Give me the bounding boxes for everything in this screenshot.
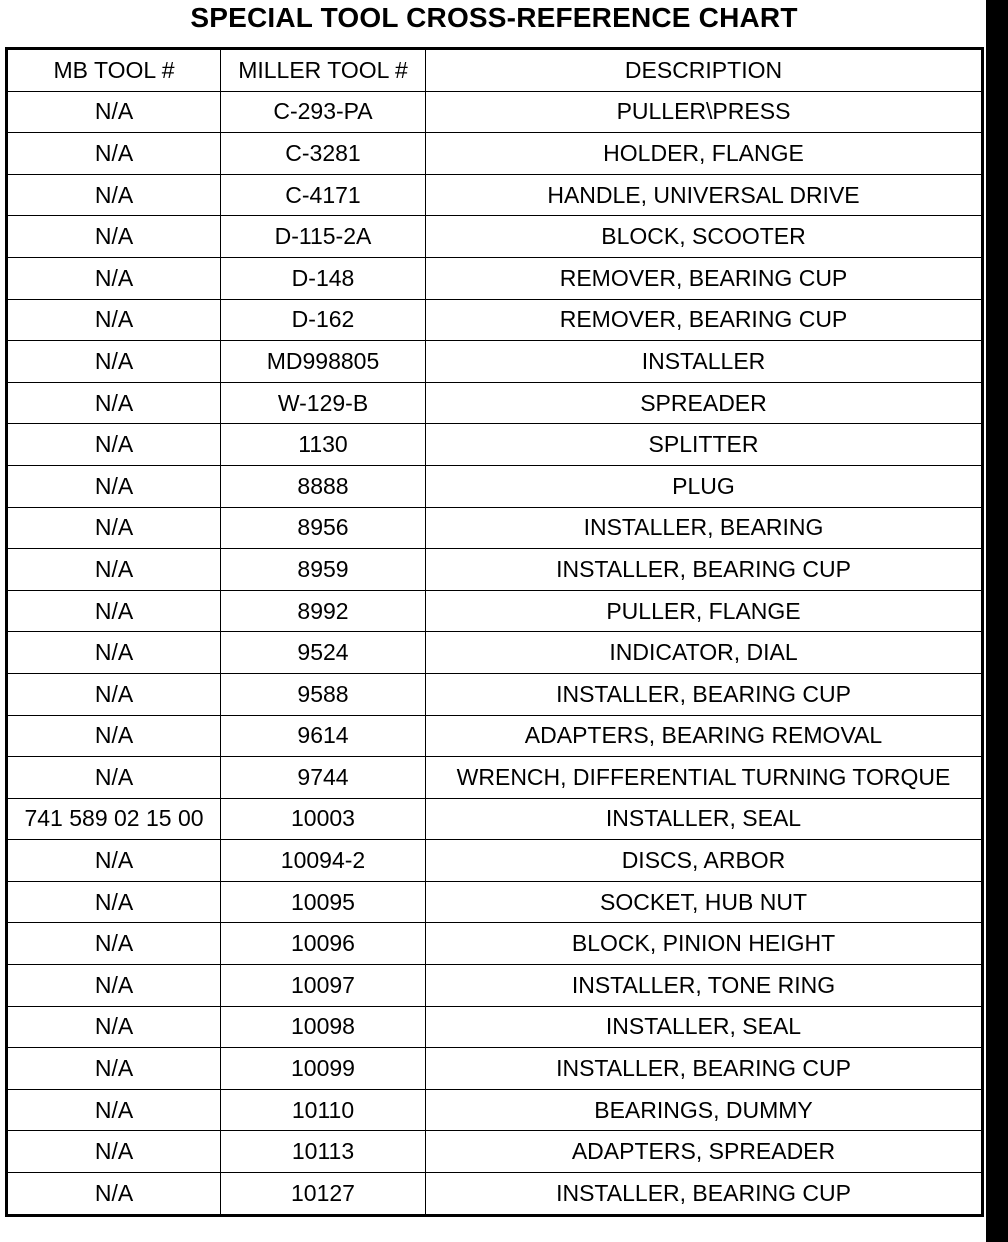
- mb-tool-cell: N/A: [7, 965, 221, 1007]
- mb-tool-cell: N/A: [7, 715, 221, 757]
- tool-cross-reference-table: [5, 47, 984, 1217]
- miller-tool-cell: 10127: [221, 1173, 426, 1216]
- table-row: [7, 1048, 983, 1090]
- mb-tool-cell: N/A: [7, 382, 221, 424]
- description-cell: INSTALLER, SEAL: [426, 1006, 983, 1048]
- table-row: [7, 881, 983, 923]
- page-edge-strip: [986, 0, 1008, 1242]
- header-row: [7, 49, 983, 92]
- table-row: [7, 1089, 983, 1131]
- description-cell: INSTALLER, BEARING CUP: [426, 673, 983, 715]
- description-cell: INSTALLER, BEARING CUP: [426, 549, 983, 591]
- page-title: SPECIAL TOOL CROSS-REFERENCE CHART: [190, 2, 798, 33]
- miller-tool-cell: C-4171: [221, 174, 426, 216]
- miller-tool-cell: C-293-PA: [221, 91, 426, 133]
- description-cell: ADAPTERS, SPREADER: [426, 1131, 983, 1173]
- miller-tool-cell: D-148: [221, 257, 426, 299]
- column-header-mb-tool: MB TOOL #: [7, 49, 221, 92]
- mb-tool-cell: N/A: [7, 133, 221, 175]
- mb-tool-cell: N/A: [7, 424, 221, 466]
- description-cell: INSTALLER, BEARING CUP: [426, 1048, 983, 1090]
- table-row: [7, 673, 983, 715]
- mb-tool-cell: 741 589 02 15 00: [7, 798, 221, 840]
- description-cell: PLUG: [426, 465, 983, 507]
- miller-tool-cell: 10003: [221, 798, 426, 840]
- table-row: [7, 923, 983, 965]
- miller-tool-cell: MD998805: [221, 341, 426, 383]
- miller-tool-cell: 10097: [221, 965, 426, 1007]
- miller-tool-cell: 1130: [221, 424, 426, 466]
- miller-tool-cell: 10098: [221, 1006, 426, 1048]
- table-row: [7, 465, 983, 507]
- description-cell: SPLITTER: [426, 424, 983, 466]
- column-header-miller-tool: MILLER TOOL #: [221, 49, 426, 92]
- table-row: [7, 424, 983, 466]
- table-row: [7, 174, 983, 216]
- miller-tool-cell: 10110: [221, 1089, 426, 1131]
- miller-tool-cell: 8959: [221, 549, 426, 591]
- description-cell: INSTALLER, TONE RING: [426, 965, 983, 1007]
- description-cell: DISCS, ARBOR: [426, 840, 983, 882]
- table-row: [7, 1131, 983, 1173]
- mb-tool-cell: N/A: [7, 1048, 221, 1090]
- description-cell: WRENCH, DIFFERENTIAL TURNING TORQUE: [426, 757, 983, 799]
- description-cell: INSTALLER, BEARING: [426, 507, 983, 549]
- description-cell: INSTALLER: [426, 341, 983, 383]
- miller-tool-cell: D-162: [221, 299, 426, 341]
- table-row: [7, 299, 983, 341]
- description-cell: BLOCK, SCOOTER: [426, 216, 983, 258]
- mb-tool-cell: N/A: [7, 257, 221, 299]
- miller-tool-cell: 10099: [221, 1048, 426, 1090]
- table-row: [7, 840, 983, 882]
- table-row: [7, 965, 983, 1007]
- miller-tool-cell: 9588: [221, 673, 426, 715]
- mb-tool-cell: N/A: [7, 1173, 221, 1216]
- mb-tool-cell: N/A: [7, 549, 221, 591]
- mb-tool-cell: N/A: [7, 881, 221, 923]
- description-cell: PULLER, FLANGE: [426, 590, 983, 632]
- mb-tool-cell: N/A: [7, 923, 221, 965]
- description-cell: INSTALLER, BEARING CUP: [426, 1173, 983, 1216]
- description-cell: REMOVER, BEARING CUP: [426, 257, 983, 299]
- mb-tool-cell: N/A: [7, 632, 221, 674]
- table-row: [7, 341, 983, 383]
- table-row: [7, 632, 983, 674]
- description-cell: SPREADER: [426, 382, 983, 424]
- miller-tool-cell: 8956: [221, 507, 426, 549]
- miller-tool-cell: W-129-B: [221, 382, 426, 424]
- miller-tool-cell: 10094-2: [221, 840, 426, 882]
- description-cell: INDICATOR, DIAL: [426, 632, 983, 674]
- miller-tool-cell: C-3281: [221, 133, 426, 175]
- miller-tool-cell: D-115-2A: [221, 216, 426, 258]
- mb-tool-cell: N/A: [7, 91, 221, 133]
- miller-tool-cell: 10096: [221, 923, 426, 965]
- table-row: [7, 257, 983, 299]
- mb-tool-cell: N/A: [7, 507, 221, 549]
- mb-tool-cell: N/A: [7, 465, 221, 507]
- miller-tool-cell: 8992: [221, 590, 426, 632]
- table-row: [7, 133, 983, 175]
- table-row: [7, 549, 983, 591]
- miller-tool-cell: 10113: [221, 1131, 426, 1173]
- description-cell: HANDLE, UNIVERSAL DRIVE: [426, 174, 983, 216]
- mb-tool-cell: N/A: [7, 1131, 221, 1173]
- description-cell: PULLER\PRESS: [426, 91, 983, 133]
- description-cell: BLOCK, PINION HEIGHT: [426, 923, 983, 965]
- mb-tool-cell: N/A: [7, 1089, 221, 1131]
- table-row: [7, 715, 983, 757]
- mb-tool-cell: N/A: [7, 840, 221, 882]
- mb-tool-cell: N/A: [7, 299, 221, 341]
- mb-tool-cell: N/A: [7, 216, 221, 258]
- table-row: [7, 507, 983, 549]
- table-row: [7, 1173, 983, 1216]
- description-cell: INSTALLER, SEAL: [426, 798, 983, 840]
- description-cell: SOCKET, HUB NUT: [426, 881, 983, 923]
- table-row: [7, 590, 983, 632]
- description-cell: ADAPTERS, BEARING REMOVAL: [426, 715, 983, 757]
- table-row: [7, 798, 983, 840]
- mb-tool-cell: N/A: [7, 673, 221, 715]
- table-body: [7, 91, 983, 1215]
- description-cell: REMOVER, BEARING CUP: [426, 299, 983, 341]
- table-row: [7, 216, 983, 258]
- mb-tool-cell: N/A: [7, 174, 221, 216]
- column-header-description: DESCRIPTION: [426, 49, 983, 92]
- miller-tool-cell: 8888: [221, 465, 426, 507]
- table-row: [7, 1006, 983, 1048]
- miller-tool-cell: 10095: [221, 881, 426, 923]
- description-cell: BEARINGS, DUMMY: [426, 1089, 983, 1131]
- miller-tool-cell: 9614: [221, 715, 426, 757]
- mb-tool-cell: N/A: [7, 757, 221, 799]
- mb-tool-cell: N/A: [7, 341, 221, 383]
- mb-tool-cell: N/A: [7, 1006, 221, 1048]
- description-cell: HOLDER, FLANGE: [426, 133, 983, 175]
- table-row: [7, 382, 983, 424]
- mb-tool-cell: N/A: [7, 590, 221, 632]
- table-row: [7, 757, 983, 799]
- table-row: [7, 91, 983, 133]
- miller-tool-cell: 9524: [221, 632, 426, 674]
- miller-tool-cell: 9744: [221, 757, 426, 799]
